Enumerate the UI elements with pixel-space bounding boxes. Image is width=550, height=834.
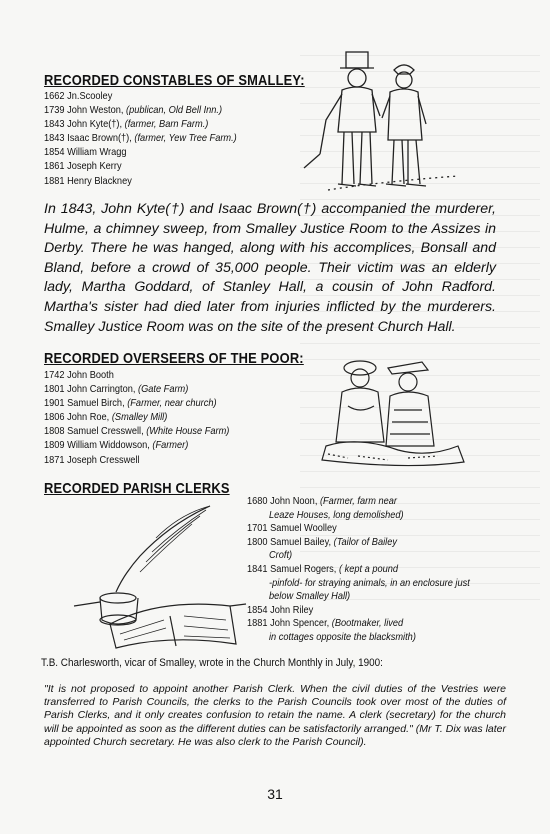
- constables-entry: [44, 131, 237, 145]
- overseers-list: [44, 368, 255, 467]
- overseers-entry-name: 1742 John Booth: [44, 369, 114, 381]
- overseers-entry-name: 1871 Joseph Cresswell: [44, 453, 140, 466]
- clerks-entry-name: 1841 Samuel Rogers,: [247, 562, 337, 575]
- overseers-entry-detail: (Farmer, near church): [127, 397, 217, 410]
- clerks-entry-name: 1701 Samuel Woolley: [247, 522, 337, 535]
- constables-entry-detail: (publican, Old Bell Inn.): [126, 104, 223, 117]
- overseers-entry: [44, 453, 229, 467]
- overseers-entry-detail: (White House Farm): [146, 425, 230, 438]
- constables-entry-name: 1861 Joseph Kerry: [44, 160, 122, 173]
- constables-entry-detail: (farmer, Barn Farm.): [124, 118, 209, 131]
- clerks-entry-name: 1881 John Spencer,: [247, 617, 330, 630]
- constables-entry-name: 1739 John Weston,: [44, 104, 124, 117]
- overseers-entry-name: 1901 Samuel Birch,: [44, 397, 125, 410]
- overseers-heading: RECORDED OVERSEERS OF THE POOR:: [44, 350, 304, 367]
- overseers-entry-detail: (Farmer): [152, 439, 189, 452]
- clerks-entry-name: 1854 John Riley: [247, 603, 314, 616]
- constables-entry: [44, 89, 237, 103]
- clerks-list: [247, 495, 477, 645]
- clerks-heading: RECORDED PARISH CLERKS: [44, 480, 230, 497]
- overseers-entry: [44, 368, 229, 382]
- overseers-entry-detail: (Smalley Mill): [111, 411, 168, 424]
- overseers-entry-name: 1806 John Roe,: [44, 411, 110, 424]
- quote-paragraph: "It is not proposed to appoint another Parish Clerk. When the civil duties of the Vestries were transferred to Parish Councils, the clerks to the Parish Councils took over most of the duties of Parish Clerks, and it only creates confusion to retain the name. A clerk (secretary) for the church will be appointed as soon as the different duties can be satisfactorily arranged." (Mr T. Dix was later appointed Church secretary. He was also clerk to the Parish Council).: [44, 683, 506, 748]
- clerks-entry-continuation: Croft): [269, 549, 293, 562]
- constables-heading: RECORDED CONSTABLES OF SMALLEY:: [44, 72, 305, 89]
- constables-entry-name: 1881 Henry Blackney: [44, 174, 132, 187]
- overseers-entry-name: 1801 John Carrington,: [44, 383, 136, 396]
- intro-line: T.B. Charlesworth, vicar of Smalley, wrote in the Church Monthly in July, 1900:: [41, 657, 383, 669]
- quill-and-book-illustration: [60, 494, 250, 654]
- clerks-entry: [247, 536, 476, 563]
- constables-entry: [44, 117, 237, 131]
- overseers-entry: [44, 424, 229, 438]
- overseers-entry: [44, 410, 229, 424]
- constables-list: [44, 89, 263, 188]
- constables-entry-name: 1854 William Wragg: [44, 146, 127, 159]
- clerks-entry-continuation: in cottages opposite the blacksmith): [269, 630, 416, 643]
- overseers-entry-name: 1808 Samuel Cresswell,: [44, 425, 144, 438]
- constables-entry: [44, 174, 237, 188]
- clerks-entry-continuation: Leaze Houses, long demolished): [269, 508, 404, 521]
- clerks-entry: [247, 495, 476, 522]
- overseers-entry-detail: (Gate Farm): [138, 383, 189, 396]
- overseers-entry: [44, 396, 229, 410]
- clerks-entry-detail: (Tailor of Bailey: [333, 535, 397, 548]
- clerks-entry-name: 1800 Samuel Bailey,: [247, 535, 332, 548]
- clerks-entry-name: 1680 John Noon,: [247, 495, 318, 507]
- constables-entry-detail: (farmer, Yew Tree Farm.): [134, 132, 237, 145]
- overseers-entry-name: 1809 William Widdowson,: [44, 439, 150, 452]
- overseers-entry: [44, 382, 229, 396]
- constables-entry-name: 1843 Isaac Brown(†),: [44, 132, 132, 145]
- clerks-entry-continuation: -pinfold- for straying animals, in an enclosure just below Smalley Hall): [269, 576, 470, 603]
- page-number: 31: [267, 786, 283, 802]
- constables-entry: [44, 145, 237, 159]
- constables-illustration: [298, 44, 468, 194]
- clerks-entry-detail: ( kept a pound: [338, 562, 399, 575]
- narrative-paragraph: In 1843, John Kyte(†) and Isaac Brown(†) accompanied the murderer, Hulme, a chimney sweep, from Smalley Justice Room to the Assizes in Derby. There he was hanged, along with his accomplices, Bonsall and Bland, before a crowd of 35,000 people. Their victim was an elderly lady, Martha Goddard, of Stanley Hall, a cousin of John Radford. Martha's sister had died later from injuries inflicted by the murderers. Smalley Justice Room was on the site of the present Church Hall.: [44, 201, 496, 335]
- clerks-entry-detail: (Bootmaker, lived: [331, 617, 404, 630]
- clerks-entry: [247, 563, 476, 604]
- constables-entry: [44, 159, 237, 173]
- constables-entry-name: 1843 John Kyte(†),: [44, 118, 123, 131]
- clerks-entry: [247, 604, 476, 618]
- constables-entry-name: 1662 Jn.Scooley: [44, 90, 113, 102]
- clerks-entry: [247, 617, 476, 644]
- clerks-entry-detail: (Farmer, farm near: [319, 495, 397, 507]
- overseers-entry: [44, 438, 229, 452]
- constables-entry: [44, 103, 237, 117]
- clerks-entry: [247, 522, 476, 536]
- overseers-illustration: [318, 350, 468, 470]
